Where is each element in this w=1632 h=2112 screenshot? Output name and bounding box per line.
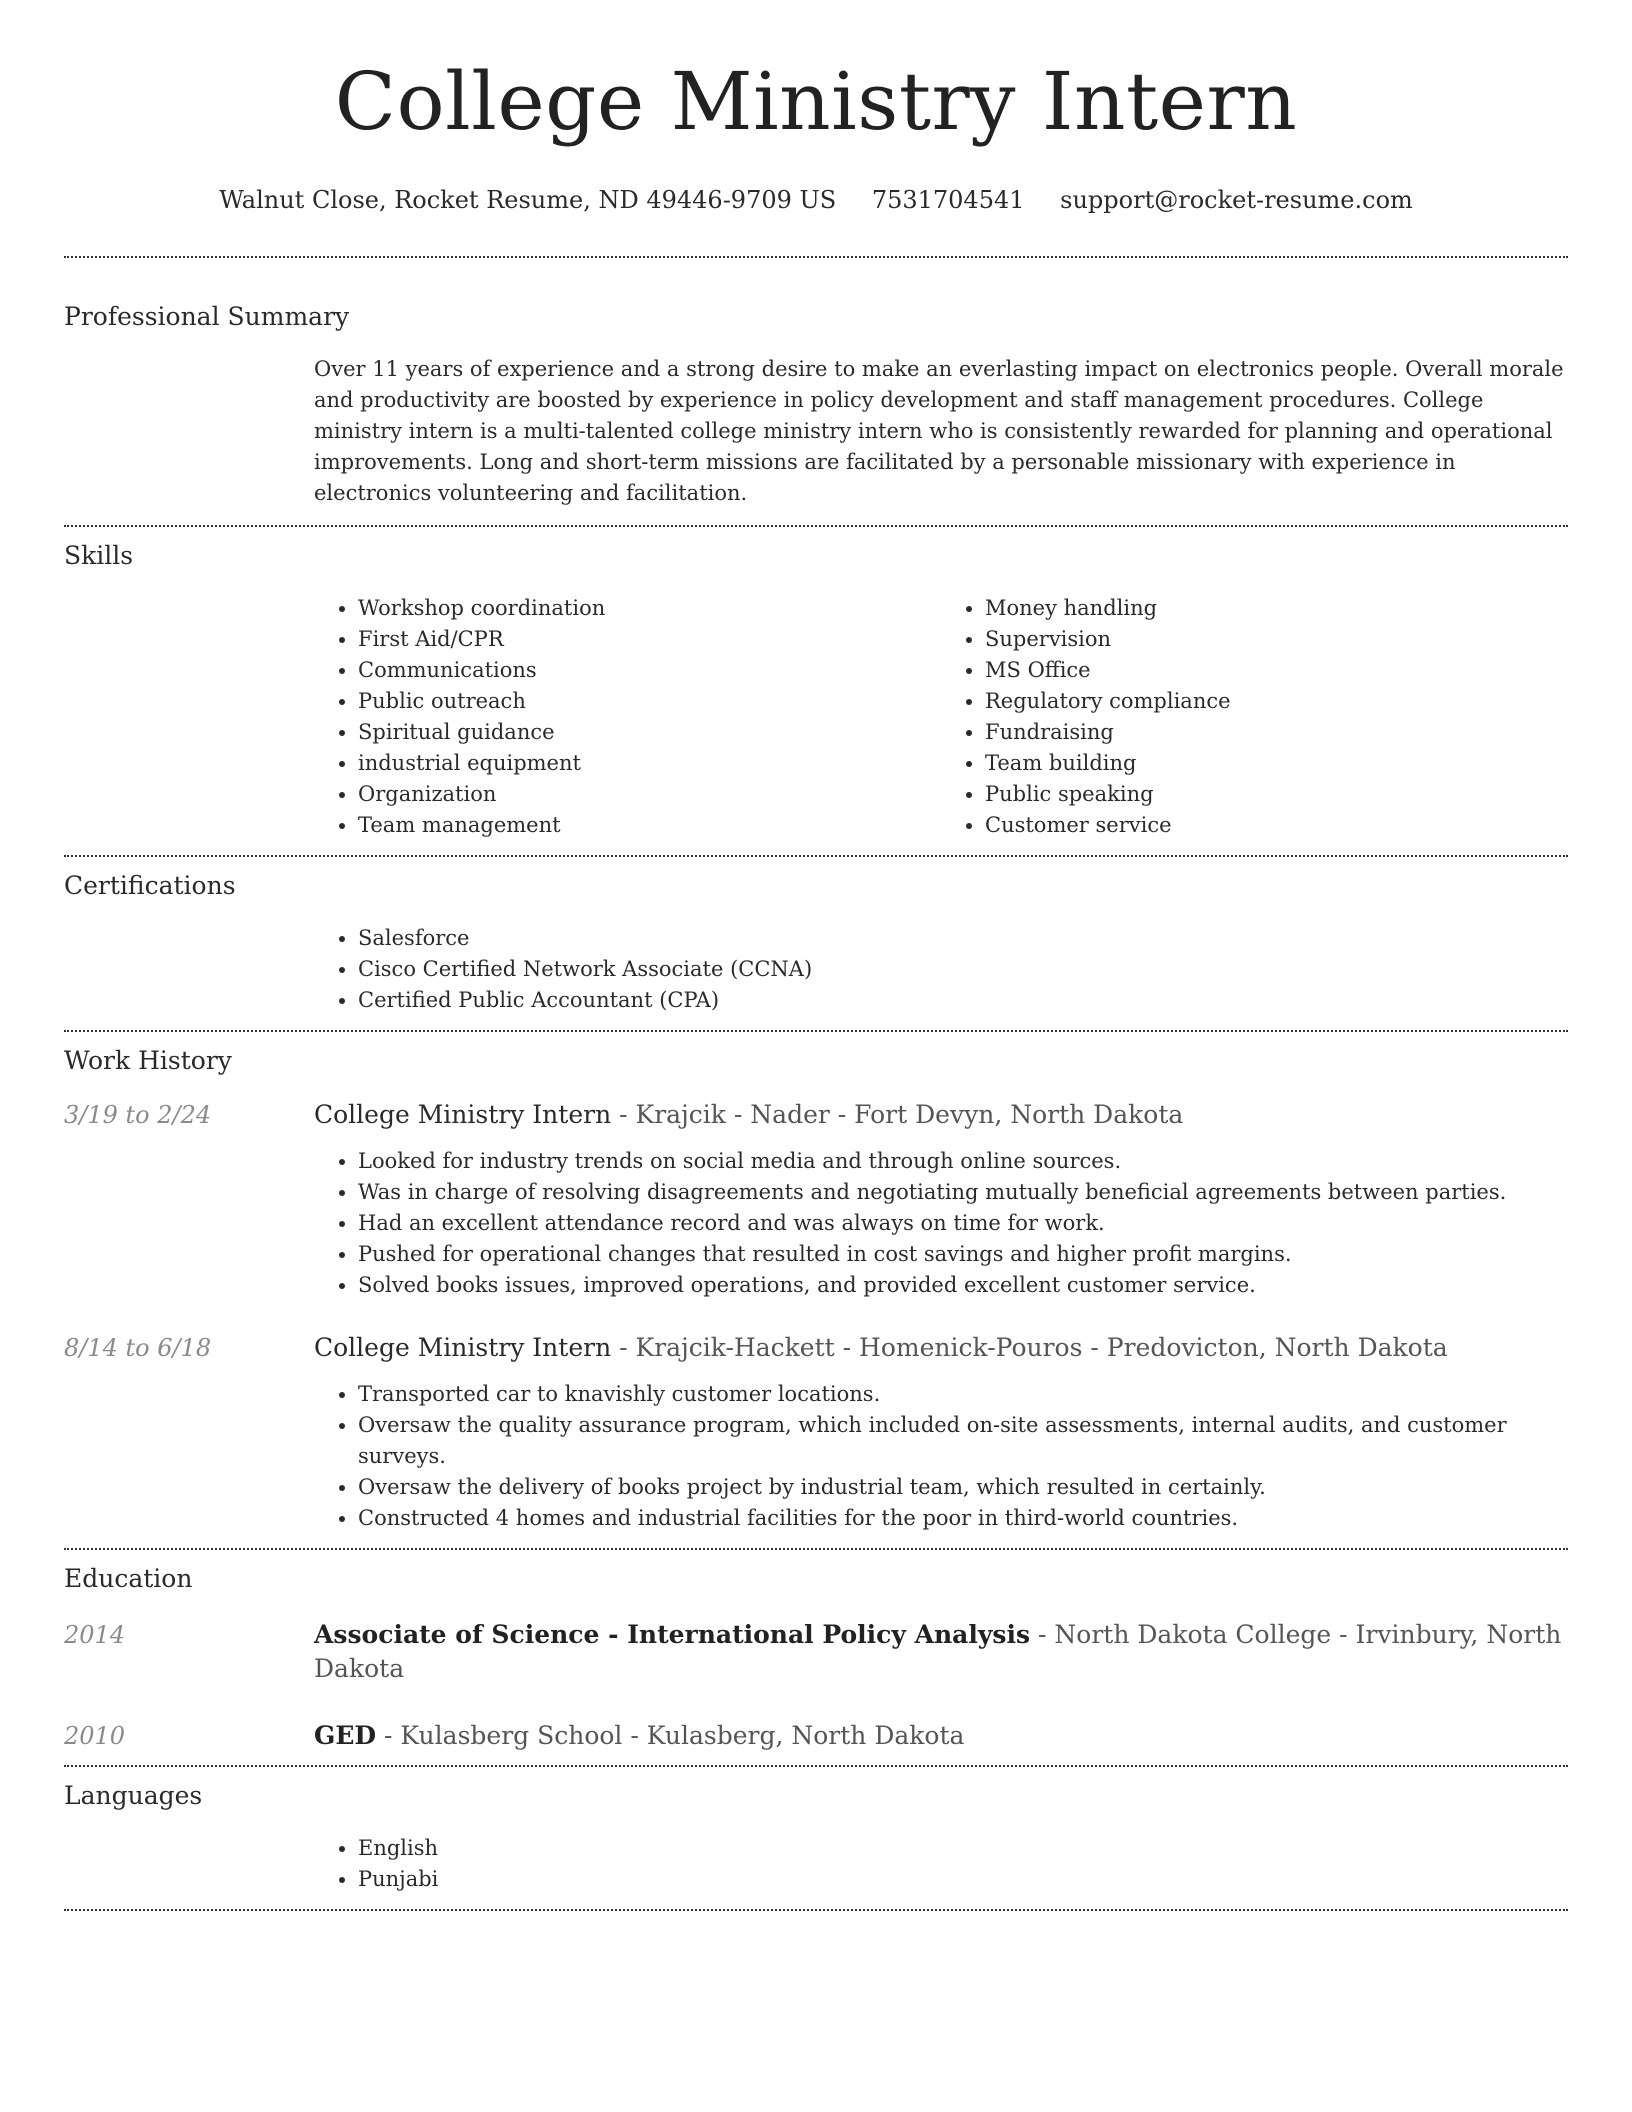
section-title: Work History [64, 1046, 232, 1075]
job-bullets [314, 1379, 1568, 1534]
education-degree: GED [314, 1721, 377, 1750]
skills-right-list [941, 593, 1568, 841]
education-entry [64, 1618, 1568, 1686]
contact-line [64, 184, 1568, 216]
education-title [314, 1719, 964, 1753]
job-employer: - Krajcik-Hackett - Homenick-Pouros - Predovicton, North Dakota [611, 1333, 1448, 1362]
list-item: • English [358, 1833, 1568, 1864]
job-title [314, 1098, 1183, 1132]
certifications-list [314, 923, 1568, 1016]
list-item: • Workshop coordination [358, 593, 941, 624]
list-item: • Constructed 4 homes and industrial facilities for the poor in third-world countries. [358, 1503, 1568, 1534]
section-title: Professional Summary [64, 302, 350, 331]
job-role: College Ministry Intern [314, 1333, 612, 1362]
list-item: • Was in charge of resolving disagreements and negotiating mutually beneficial agreements between parties. [358, 1177, 1568, 1208]
job-bullets [314, 1146, 1568, 1301]
contact-phone: 7531704541 [871, 186, 1025, 214]
list-item: • Regulatory compliance [985, 686, 1568, 717]
education-degree: Associate of Science - International Policy Analysis [314, 1620, 1031, 1649]
summary-section [64, 258, 1568, 525]
section-title: Languages [64, 1781, 203, 1810]
contact-address: Walnut Close, Rocket Resume, ND 49446-9709 US [219, 186, 837, 214]
list-item: • Communications [358, 655, 941, 686]
section-title: Skills [64, 541, 134, 570]
list-item: • Cisco Certified Network Associate (CCNA) [358, 954, 1568, 985]
resume-name: College Ministry Intern [334, 55, 1298, 148]
list-item: • Punjabi [358, 1864, 1568, 1895]
list-item: • First Aid/CPR [358, 624, 941, 655]
summary-text: Over 11 years of experience and a strong desire to make an everlasting impact on electronics people. Overall morale and productivity are boosted by experience in policy development and staff management procedures. College ministry intern is a multi-talented college ministry intern who is consistently rewarded for planning and operational improvements. Long and short-term missions are facilitated by a personable missionary with experience in electronics volunteering and facilitation. [314, 357, 1564, 505]
job-employer: - Krajcik - Nader - Fort Devyn, North Dakota [611, 1100, 1184, 1129]
languages-list [314, 1833, 1568, 1895]
job-title [314, 1331, 1448, 1365]
skills-section [64, 527, 1568, 855]
skills-left-list [314, 593, 941, 841]
education-section [64, 1550, 1568, 1765]
education-title [314, 1618, 1568, 1686]
list-item: • Fundraising [985, 717, 1568, 748]
job-dates: 8/14 to 6/18 [64, 1334, 212, 1362]
work-section [64, 1032, 1568, 1548]
list-item: • Oversaw the quality assurance program, which included on-site assessments, internal audits, and customer surveys. [358, 1410, 1568, 1472]
list-item: • Team management [358, 810, 941, 841]
list-item: • Organization [358, 779, 941, 810]
education-school: - North Dakota College - Irvinbury, North Dakota [314, 1620, 1562, 1683]
list-item: • Public outreach [358, 686, 941, 717]
contact-email: support@rocket-resume.com [1060, 186, 1413, 214]
education-year: 2014 [64, 1621, 126, 1649]
list-item: • Transported car to knavishly customer locations. [358, 1379, 1568, 1410]
list-item: • Certified Public Accountant (CPA) [358, 985, 1568, 1016]
list-item: • Pushed for operational changes that resulted in cost savings and higher profit margins. [358, 1239, 1568, 1270]
job-entry [64, 1098, 1568, 1301]
list-item: • Team building [985, 748, 1568, 779]
list-item: • Public speaking [985, 779, 1568, 810]
list-item: • industrial equipment [358, 748, 941, 779]
certifications-section [64, 857, 1568, 1030]
job-entry [64, 1331, 1568, 1534]
list-item: • Customer service [985, 810, 1568, 841]
list-item: • Solved books issues, improved operations, and provided excellent customer service. [358, 1270, 1568, 1301]
list-item: • Spiritual guidance [358, 717, 941, 748]
list-item: • Supervision [985, 624, 1568, 655]
job-role: College Ministry Intern [314, 1100, 612, 1129]
education-entry [64, 1719, 1568, 1753]
list-item: • Looked for industry trends on social media and through online sources. [358, 1146, 1568, 1177]
education-year: 2010 [64, 1722, 126, 1750]
section-title: Certifications [64, 871, 236, 900]
list-item: • Money handling [985, 593, 1568, 624]
education-school: - Kulasberg School - Kulasberg, North Dakota [376, 1721, 965, 1750]
list-item: • Oversaw the delivery of books project by industrial team, which resulted in certainly. [358, 1472, 1568, 1503]
skills-columns [314, 593, 1568, 841]
section-title: Education [64, 1564, 193, 1593]
job-dates: 3/19 to 2/24 [64, 1101, 212, 1129]
list-item: • MS Office [985, 655, 1568, 686]
list-item: • Salesforce [358, 923, 1568, 954]
divider [64, 1909, 1568, 1911]
languages-section [64, 1767, 1568, 1909]
list-item: • Had an excellent attendance record and was always on time for work. [358, 1208, 1568, 1239]
